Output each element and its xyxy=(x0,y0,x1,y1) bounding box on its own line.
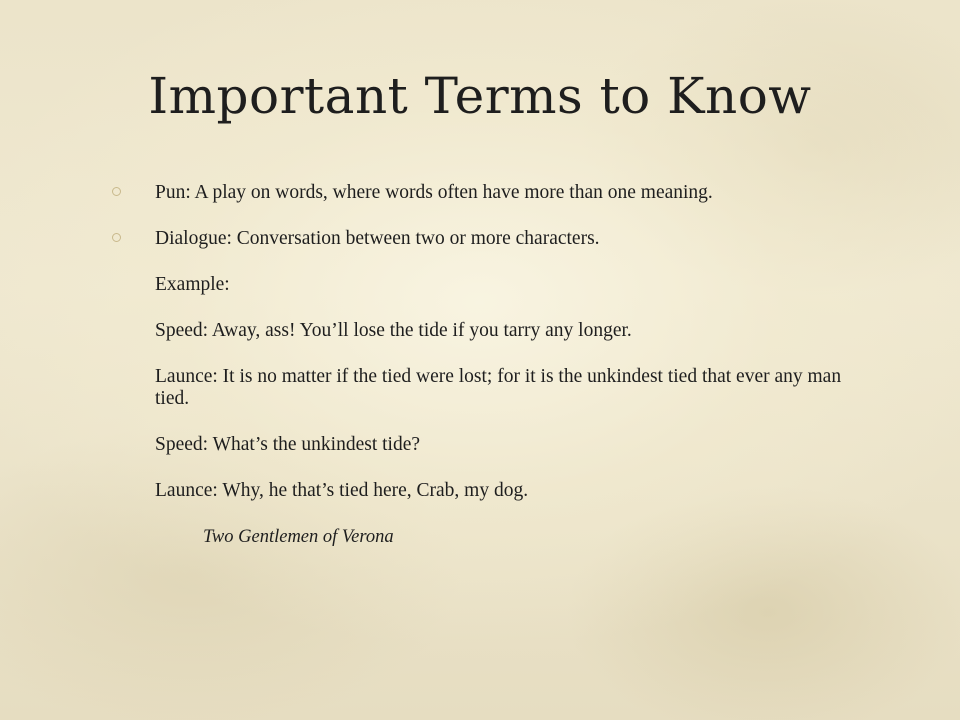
dialogue-line: Speed: What’s the unkindest tide? xyxy=(155,434,421,455)
dialogue-line: Launce: Why, he that’s tied here, Crab, my dog. xyxy=(155,480,529,501)
slide-body xyxy=(155,182,855,572)
hollow-circle-bullet-icon xyxy=(112,233,121,242)
bullet-item-pun xyxy=(155,182,855,204)
slide-title: Important Terms to Know xyxy=(148,67,812,125)
bullet-text: Pun: A play on words, where words often have more than one meaning. xyxy=(155,182,713,203)
dialogue-line: Speed: Away, ass! You’ll lose the tide if you tarry any longer. xyxy=(155,320,632,341)
dialogue-line: Launce: It is no matter if the tied were lost; for it is the unkindest tied that ever any man tied. xyxy=(155,366,842,409)
bullet-text: Dialogue: Conversation between two or more characters. xyxy=(155,228,600,249)
example-label: Example: xyxy=(155,274,230,295)
hollow-circle-bullet-icon xyxy=(112,187,121,196)
attribution: Two Gentlemen of Verona xyxy=(203,527,394,547)
bullet-item-dialogue xyxy=(155,228,855,250)
